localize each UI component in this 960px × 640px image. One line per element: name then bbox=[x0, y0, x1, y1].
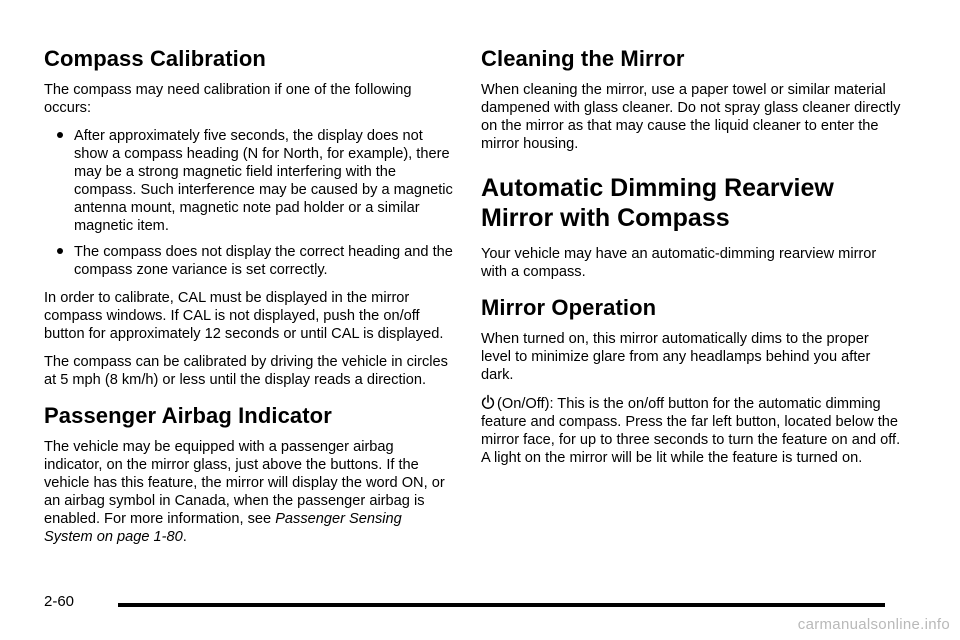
compass-intro-text: The compass may need calibration if one of the following occurs: bbox=[44, 82, 412, 116]
bullet-icon bbox=[57, 248, 63, 254]
watermark: carmanualsonline.info bbox=[797, 616, 950, 633]
power-icon bbox=[481, 394, 495, 410]
passenger-airbag-text bbox=[44, 438, 454, 546]
auto-dimming-mirror-heading: Automatic Dimming Rearview Mirror with Compass bbox=[481, 174, 834, 232]
passenger-sensing-link[interactable]: Passenger Sensing System on page 1-80 bbox=[44, 511, 402, 545]
compass-bullet-list bbox=[44, 127, 454, 279]
footer-divider bbox=[118, 603, 885, 607]
onoff-description bbox=[481, 394, 901, 467]
bullet-text: After approximately five seconds, the display does not show a compass heading (N for North, for example), there may be a strong magnetic field interfering with the compass. Such interference may be caused by a magnetic antenna mount, magnetic note pad holder or a similar magnetic item. bbox=[74, 128, 453, 234]
mirror-operation-heading: Mirror Operation bbox=[481, 295, 657, 320]
bullet-icon bbox=[57, 132, 63, 138]
onoff-text: (On/Off): This is the on/off button for the automatic dimming feature and compass. Press the far left button, located below the mirror face, for up to three seconds to turn the feature on and off. A light on the mirror will be lit while the feature is turned on. bbox=[481, 396, 901, 466]
auto-dimming-mirror-text: Your vehicle may have an automatic-dimming rearview mirror with a compass. bbox=[481, 246, 877, 280]
passenger-airbag-heading: Passenger Airbag Indicator bbox=[44, 403, 332, 428]
page-number: 2-60 bbox=[44, 593, 75, 610]
compass-calibration-heading: Compass Calibration bbox=[44, 46, 266, 71]
cleaning-mirror-heading: Cleaning the Mirror bbox=[481, 46, 685, 71]
right-column bbox=[481, 40, 901, 477]
airbag-body-text: The vehicle may be equipped with a passenger airbag indicator, on the mirror glass, just above the buttons. If the vehicle has this feature, the mirror will display the word ON, or an airbag symbol in Canada, when the passenger airbag is enabled. For more information, see bbox=[44, 439, 445, 527]
airbag-period: . bbox=[182, 529, 187, 545]
list-item bbox=[74, 243, 454, 279]
list-item bbox=[74, 127, 454, 235]
cleaning-mirror-text: When cleaning the mirror, use a paper towel or similar material dampened with glass cleaner. Do not spray glass cleaner directly on the mirror as that may cause the liquid cleaner to enter the mirror housing. bbox=[481, 82, 901, 152]
drive-calibration-text: The compass can be calibrated by driving the vehicle in circles at 5 mph (8 km/h) or less until the display reads a direction. bbox=[44, 354, 448, 388]
mirror-operation-text: When turned on, this mirror automatically dims to the proper level to minimize glare from any headlamps behind you after dark. bbox=[481, 331, 871, 383]
bullet-text: The compass does not display the correct heading and the compass zone variance is set correctly. bbox=[74, 244, 453, 278]
left-column bbox=[44, 40, 454, 556]
calibrate-instructions-text: In order to calibrate, CAL must be displayed in the mirror compass windows. If CAL is not displayed, push the on/off button for approximately 12 seconds or until CAL is displayed. bbox=[44, 290, 444, 342]
